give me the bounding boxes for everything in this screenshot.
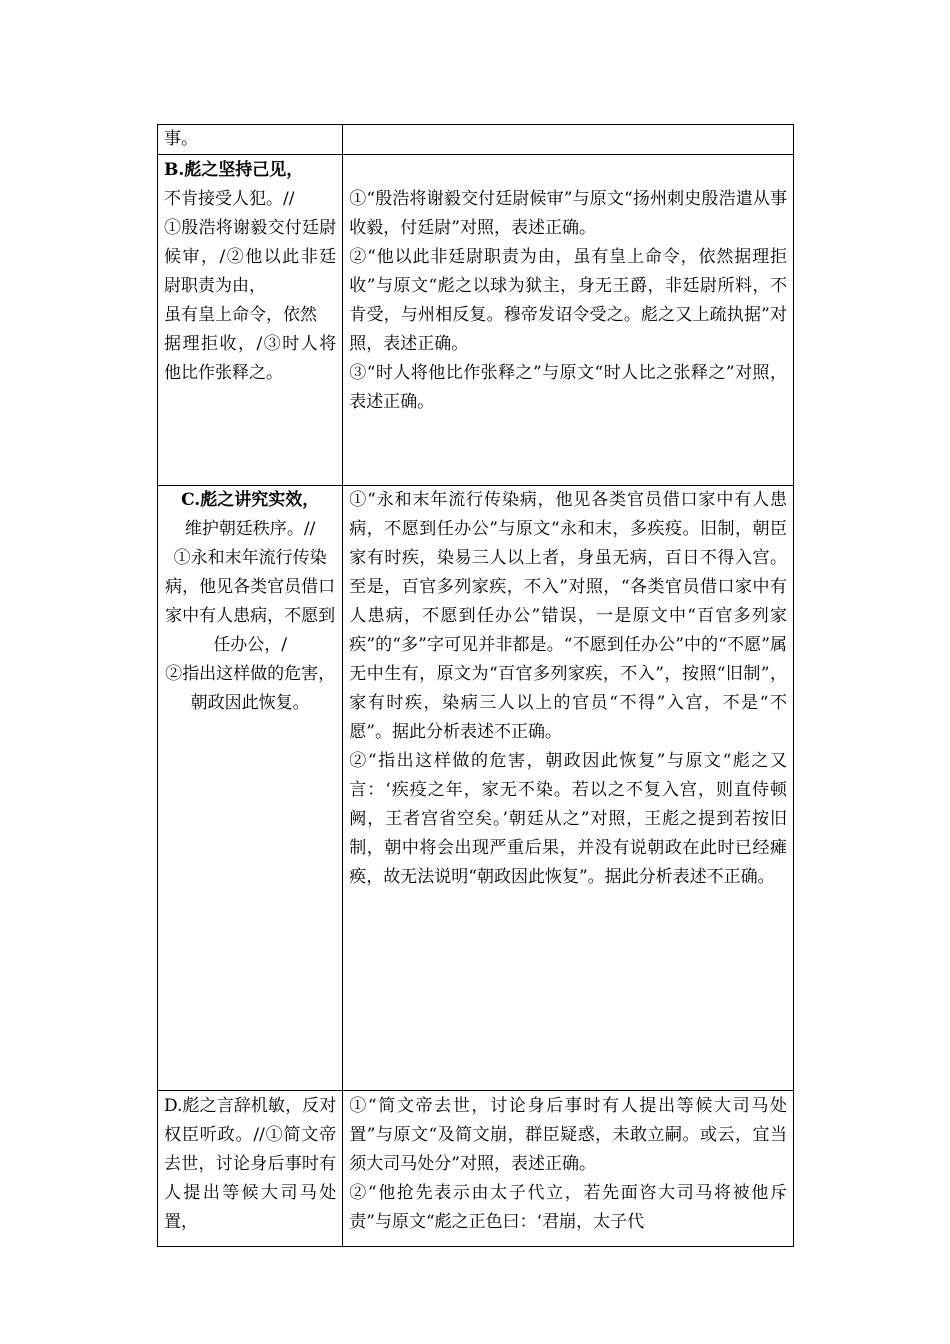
analysis-cell [343,125,794,155]
table-row [158,125,794,155]
option-text: 不肯接受人犯。// [164,189,295,209]
option-heading: C.彪之讲究实效， [181,490,320,510]
option-cell [158,155,343,486]
analysis-text: ③“时人将他比作张释之”与原文“时人比之张释之”对照，表述正确。 [349,363,787,412]
analysis-text: ②“指出这样做的危害，朝政因此恢复”与原文“彪之又言：‘疾疫之年，家无不染。若以之不复入宫，则直侍顿阙，王者宫省空矣。’朝廷从之”对照，王彪之提到若按旧制，朝中将会出现严重后果，并没有说朝政在此时已经瘫痪，故无法说明“朝政因此恢复”。据此分析表述不正确。 [349,751,787,887]
analysis-cell [343,1091,794,1247]
option-cell [158,125,343,155]
analysis-text: ①“简文帝去世，讨论身后事时有人提出等候大司马处置”与原文“及简文崩，群臣疑惑，未敢立嗣。或云，宜当须大司马处分”对照，表述正确。 [349,1096,787,1174]
analysis-table [157,124,794,1247]
option-cell [158,486,343,1091]
analysis-text: ①“永和末年流行传染病，他见各类官员借口家中有人患病，不愿到任办公”与原文“永和末，多疾疫。旧制，朝臣家有时疾，染易三人以上者，身虽无病，百日不得入宫。至是，百官多列家疾，不入”对照，“各类官员借口家中有人患病，不愿到任办公”错误，一是原文中“百官多列家疾”的“多”字可见并非都是。“不愿到任办公”中的“不愿”属无中生有，原文为“百官多列家疾，不入”，按照“旧制”，家有时疾，染病三人以上的官员“不得”入宫，不是“不愿”。据此分析表述不正确。 [349,490,787,742]
option-cell [158,1091,343,1247]
analysis-text: ②“他抢先表示由太子代立，若先面咨大司马将被他斥责”与原文“彪之正色曰：‘君崩，太子代 [349,1183,787,1232]
option-text: ②指出这样做的危害，朝政因此恢复。 [165,664,336,713]
option-text: D.彪之言辞机敏，反对权臣听政。//①简文帝去世，讨论身后事时有人提出等候大司马处置， [164,1096,337,1232]
option-text: 据理拒收，/③时人将他比作张释之。 [164,334,337,383]
table-row [158,486,794,1091]
option-text: ①殷浩将谢毅交付廷尉候审，/②他以此非廷尉职责为由， [164,218,337,296]
analysis-cell [343,486,794,1091]
option-text: 维护朝廷秩序。// [184,519,316,539]
option-text: 虽有皇上命令，依然 [164,305,317,325]
analysis-text: ②“他以此非廷尉职责为由，虽有皇上命令，依然据理拒收”与原文“彪之以球为狱主，身无王爵，非廷尉所料，不肯受，与州相反复。穆帝发诏令受之。彪之又上疏执据”对照，表述正确。 [349,247,787,354]
option-heading: B.彪之坚持己见， [164,160,304,180]
analysis-cell [343,155,794,486]
analysis-text: ①“殷浩将谢毅交付廷尉候审”与原文“扬州刺史殷浩遣从事收毅，付廷尉”对照，表述正确。 [349,189,787,238]
option-text: ①永和末年流行传染病，他见各类官员借口家中有人患病，不愿到任办公，/ [165,548,336,655]
table-row [158,155,794,486]
table-row [158,1091,794,1247]
option-text: 事。 [164,129,198,149]
